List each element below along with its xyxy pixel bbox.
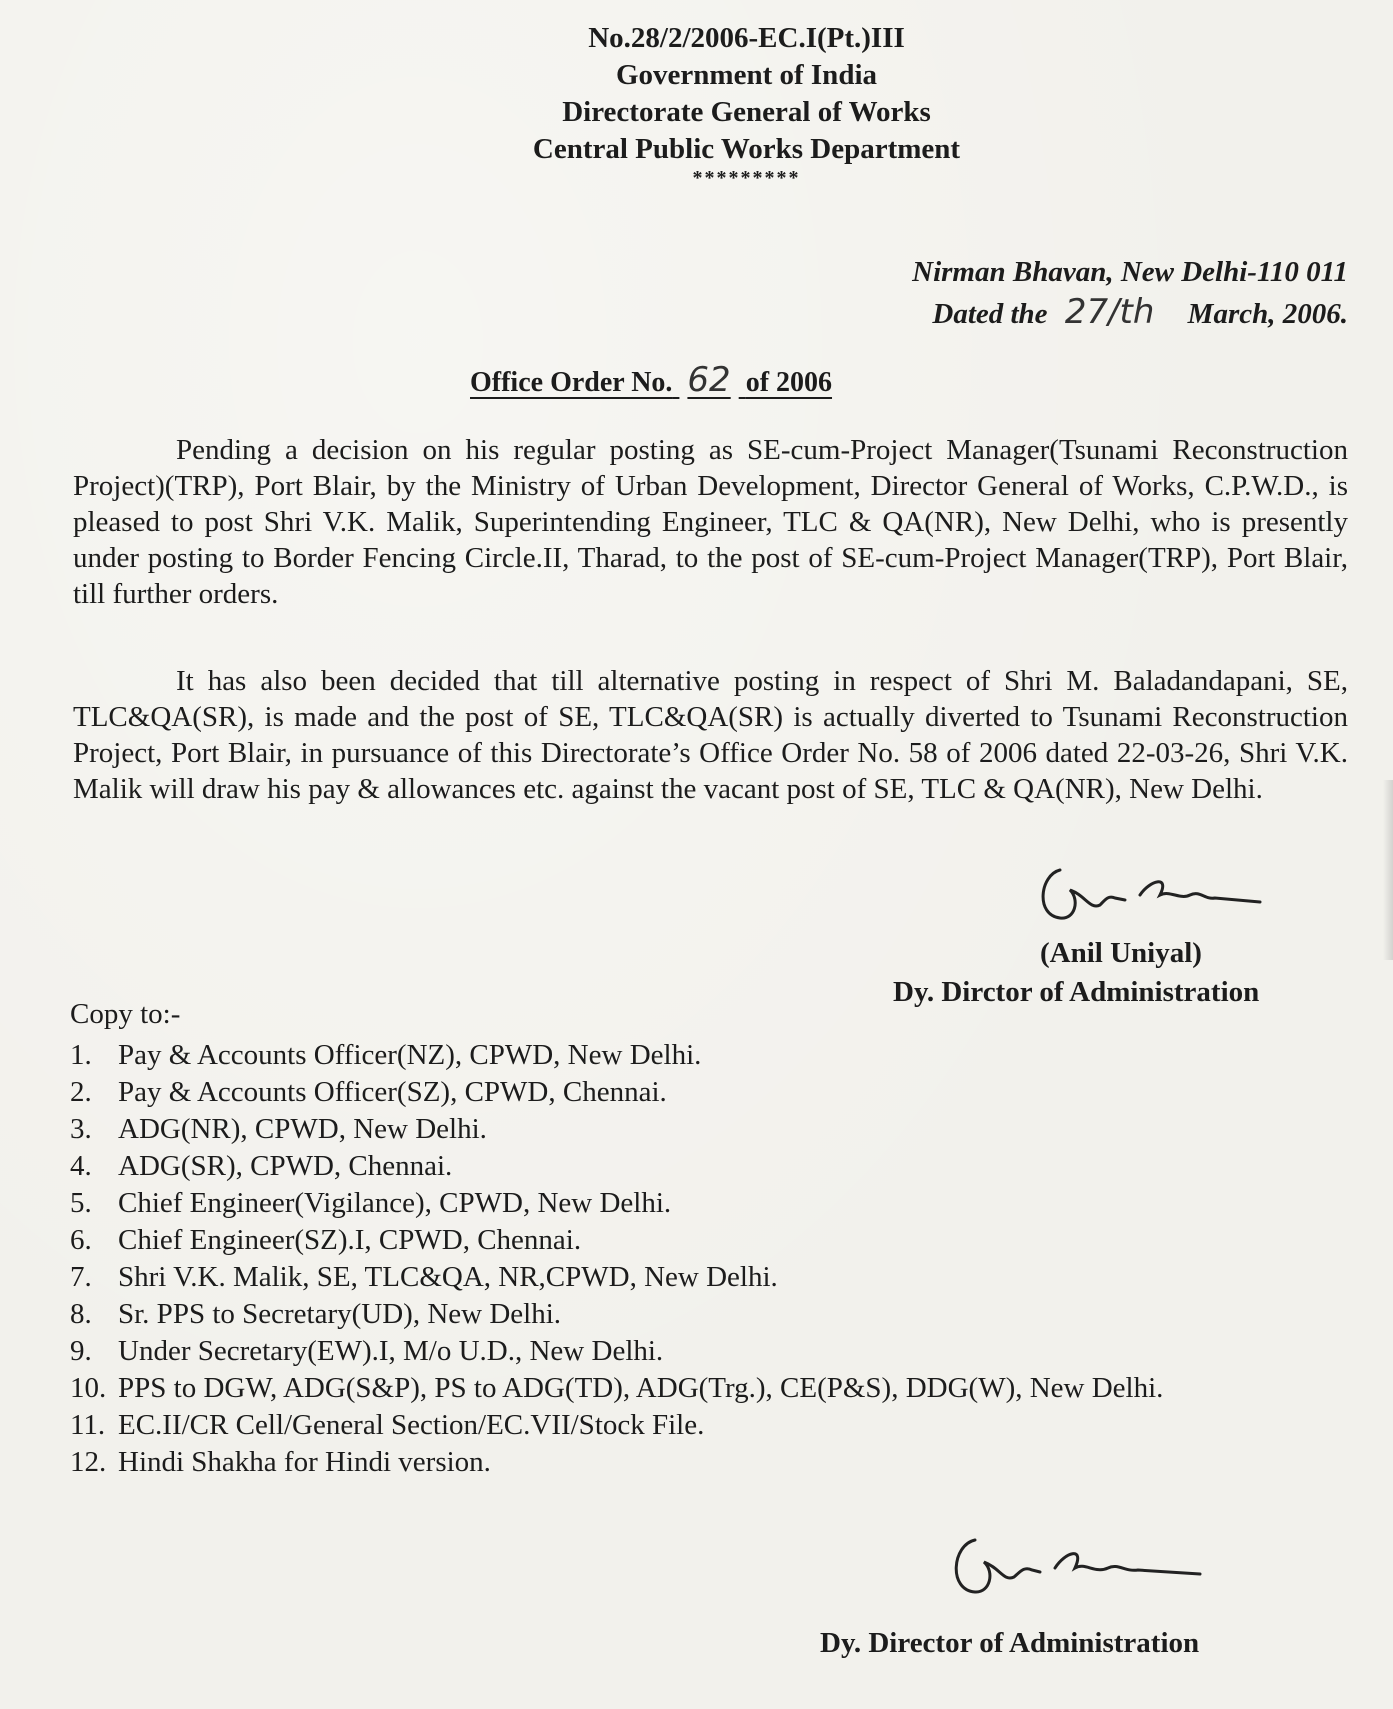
copy-to-item xyxy=(70,1407,1350,1444)
order-suffix: of 2006 xyxy=(745,367,833,398)
copy-to-item-number: 2. xyxy=(70,1076,92,1108)
copy-to-item-number: 6. xyxy=(70,1224,92,1256)
copy-to-item-text: Under Secretary(EW).I, M/o U.D., New Delhi. xyxy=(118,1335,664,1367)
copy-to-item-number: 9. xyxy=(70,1335,92,1367)
letterhead-line-3: Central Public Works Department xyxy=(532,133,961,165)
copy-to-item-text: Chief Engineer(Vigilance), CPWD, New Delhi. xyxy=(118,1187,672,1219)
signature-1 xyxy=(1030,860,1280,930)
copy-to-item xyxy=(70,1074,1350,1111)
copy-to-item-text: Pay & Accounts Officer(NZ), CPWD, New Delhi. xyxy=(118,1039,702,1071)
date-suffix: March, 2006. xyxy=(1187,298,1348,330)
place-line: Nirman Bhavan, New Delhi-110 011 xyxy=(912,256,1348,288)
footer-designation: Dy. Director of Administration xyxy=(820,1627,1200,1659)
handwritten-day: 27/th xyxy=(1064,292,1155,332)
copy-to-item-text: ADG(SR), CPWD, Chennai. xyxy=(118,1150,453,1182)
copy-to-item-text: EC.II/CR Cell/General Section/EC.VII/Stock File. xyxy=(118,1409,705,1441)
signatory-designation: Dy. Dirctor of Administration xyxy=(893,976,1260,1008)
copy-to-item-number: 5. xyxy=(70,1187,92,1219)
copy-to-item-number: 12. xyxy=(70,1446,107,1478)
copy-to-item-text: PPS to DGW, ADG(S&P), PS to ADG(TD), ADG(Trg.), CE(P&S), DDG(W), New Delhi. xyxy=(118,1372,1164,1404)
copy-to-item xyxy=(70,1296,1350,1333)
copy-to-item-number: 4. xyxy=(70,1150,92,1182)
office-order-title xyxy=(470,360,832,400)
copy-to-item-text: Hindi Shakha for Hindi version. xyxy=(118,1446,491,1478)
copy-to-item-number: 7. xyxy=(70,1261,92,1293)
copy-to-item xyxy=(70,1444,1350,1481)
copy-to-item-text: Chief Engineer(SZ).I, CPWD, Chennai. xyxy=(118,1224,582,1256)
letterhead xyxy=(50,20,1393,188)
copy-to-item xyxy=(70,1333,1350,1370)
date-line xyxy=(912,292,1348,334)
handwritten-order-number: 62 xyxy=(687,360,731,400)
place-and-date xyxy=(912,252,1348,334)
file-number: No.28/2/2006-EC.I(Pt.)III xyxy=(588,22,905,54)
date-prefix: Dated the xyxy=(932,298,1048,330)
separator-stars: ********* xyxy=(692,167,801,189)
signature-2 xyxy=(940,1530,1210,1605)
copy-to-item-text: Sr. PPS to Secretary(UD), New Delhi. xyxy=(118,1298,562,1330)
copy-to-item-number: 10. xyxy=(70,1372,107,1404)
letterhead-line-1: Government of India xyxy=(616,59,877,91)
copy-to-item xyxy=(70,1037,1350,1074)
copy-to-item xyxy=(70,1222,1350,1259)
copy-to-item xyxy=(70,1185,1350,1222)
copy-to-heading: Copy to:- xyxy=(70,998,181,1030)
copy-to-item xyxy=(70,1148,1350,1185)
copy-to-item-number: 3. xyxy=(70,1113,92,1145)
copy-to-item xyxy=(70,1370,1350,1407)
scan-edge-shadow xyxy=(1383,780,1393,960)
copy-to-item xyxy=(70,1259,1350,1296)
copy-to-item-text: ADG(NR), CPWD, New Delhi. xyxy=(118,1113,487,1145)
order-prefix: Office Order No. xyxy=(470,367,673,398)
copy-to-item-number: 11. xyxy=(70,1409,106,1441)
letterhead-line-2: Directorate General of Works xyxy=(562,96,931,128)
copy-to-item xyxy=(70,1111,1350,1148)
signatory-name: (Anil Uniyal) xyxy=(1040,937,1202,969)
paragraph-posting: Pending a decision on his regular posting as SE-cum-Project Manager(Tsunami Reconstruction Project)(TRP), Port Blair, by the Ministry of Urban Development, Director General of Works, C.P.W.D., is pleased to post Shri V.K. Malik, Superintending Engineer, TLC & QA(NR), New Delhi, who is presently under posting to Border Fencing Circle.II, Tharad, to the post of SE-cum-Project Manager(TRP), Port Blair, till further orders. xyxy=(73,434,1348,610)
paragraph-pay-allowances: It has also been decided that till alternative posting in respect of Shri M. Baladandapani, SE, TLC&QA(SR), is made and the post of SE, TLC&QA(SR) is actually diverted to Tsunami Reconstruction Project, Port Blair, in pursuance of this Directorate’s Office Order No. 58 of 2006 dated 22-03-26, Shri V.K. Malik will draw his pay & allowances etc. against the vacant post of SE, TLC & QA(NR), New Delhi. xyxy=(73,665,1348,805)
copy-to-list xyxy=(70,1037,1350,1481)
copy-to-item-text: Shri V.K. Malik, SE, TLC&QA, NR,CPWD, New Delhi. xyxy=(118,1261,778,1293)
copy-to-item-number: 8. xyxy=(70,1298,92,1330)
copy-to-item-text: Pay & Accounts Officer(SZ), CPWD, Chennai. xyxy=(118,1076,667,1108)
copy-to-item-number: 1. xyxy=(70,1039,92,1071)
